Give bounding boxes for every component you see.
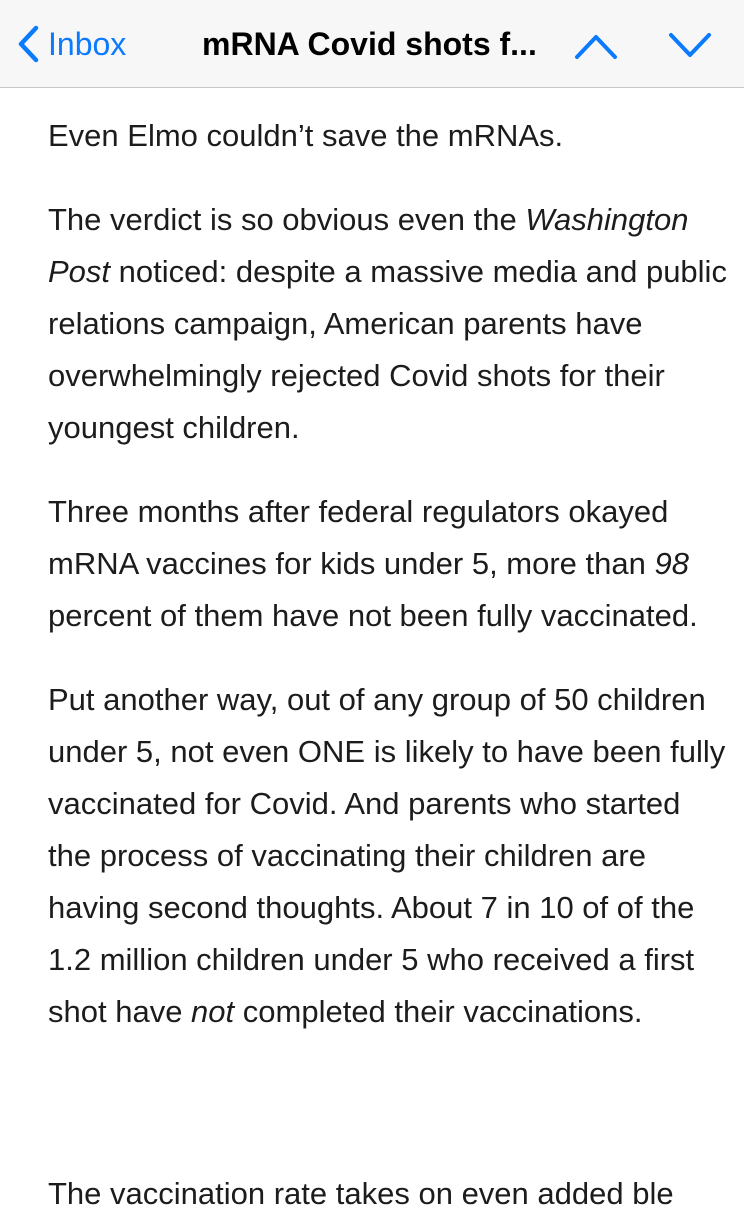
body-paragraph-2 [48, 194, 728, 454]
back-label: Inbox [48, 26, 127, 62]
previous-message-button[interactable] [572, 26, 620, 66]
navigation-bar [0, 0, 744, 88]
back-to-inbox-button[interactable] [16, 22, 126, 66]
next-message-button[interactable] [666, 26, 714, 66]
message-subject-title: mRNA Covid shots f... [202, 26, 537, 62]
emphasis-text: not [191, 994, 235, 1029]
body-paragraph-5-partial: The vaccination rate takes on even added ble [48, 1176, 674, 1211]
chevron-down-icon [668, 32, 712, 60]
body-paragraph-4 [48, 674, 728, 1038]
paragraph-text: Three months after federal regulators okayed mRNA vaccines for kids under 5, more than [48, 494, 669, 581]
paragraph-text: Even Elmo couldn’t save the mRNAs. [48, 118, 564, 153]
emphasis-text: Washington Post [48, 202, 689, 289]
chevron-up-icon [574, 32, 618, 60]
emphasis-text: 98 [654, 546, 689, 581]
body-paragraph-3 [48, 486, 728, 642]
paragraph-text: noticed: despite a massive media and public relations campaign, American parents have overwhelmingly rejected Covid shots for their youngest children. [48, 254, 727, 445]
paragraph-text: percent of them have not been fully vaccinated. [48, 598, 698, 633]
paragraph-text: Put another way, out of any group of 50 children under 5, not even ONE is likely to have been fully vaccinated for Covid. And parents who started the process of vaccinating their children are having second thoughts. About 7 in 10 of of the 1.2 million children under 5 who received a first shot have [48, 682, 726, 1029]
paragraph-text: The verdict is so obvious even the [48, 202, 526, 237]
chevron-left-icon [16, 24, 40, 64]
message-body [48, 110, 728, 1070]
paragraph-text: completed their vaccinations. [234, 994, 643, 1029]
body-paragraph-1 [48, 110, 728, 162]
